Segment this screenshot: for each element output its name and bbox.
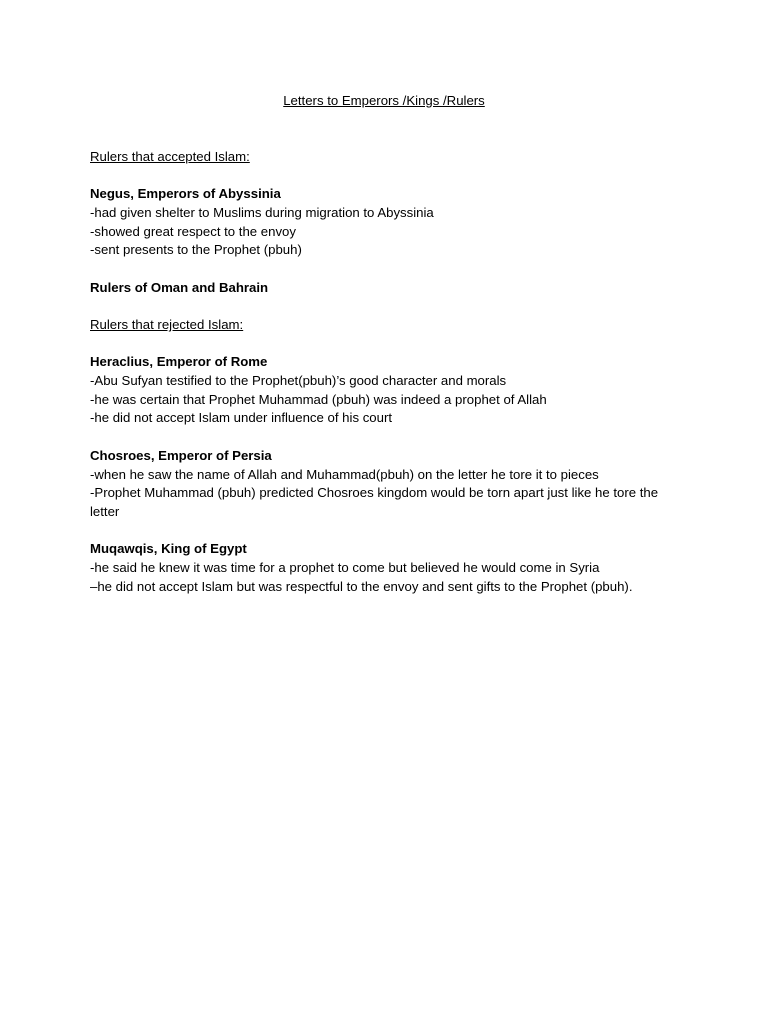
ruler-section-chosroes xyxy=(90,447,680,522)
ruler-note: -Prophet Muhammad (pbuh) predicted Chosroes kingdom would be torn apart just like he tore the letter xyxy=(90,485,659,519)
ruler-note: -showed great respect to the envoy xyxy=(90,223,296,239)
ruler-note: -had given shelter to Muslims during migration to Abyssinia xyxy=(90,204,434,220)
ruler-section-muqawqis xyxy=(90,540,680,596)
ruler-note: -he said he knew it was time for a prophet to come but believed he would come in Syria xyxy=(90,560,600,576)
ruler-note: -when he saw the name of Allah and Muhammad(pbuh) on the letter he tore it to pieces xyxy=(90,466,599,482)
spacer xyxy=(90,297,680,316)
ruler-name: Negus, Emperors of Abyssinia xyxy=(90,186,281,202)
ruler-note: –he did not accept Islam but was respectful to the envoy and sent gifts to the Prophet (pbuh). xyxy=(90,578,633,594)
ruler-section-heraclius xyxy=(90,353,680,428)
ruler-note: -sent presents to the Prophet (pbuh) xyxy=(90,242,302,258)
ruler-note: -he was certain that Prophet Muhammad (pbuh) was indeed a prophet of Allah xyxy=(90,391,547,407)
ruler-note: -Abu Sufyan testified to the Prophet(pbuh)’s good character and morals xyxy=(90,373,507,389)
ruler-name: Heraclius, Emperor of Rome xyxy=(90,354,268,370)
ruler-note: -he did not accept Islam under influence of his court xyxy=(90,410,393,426)
ruler-name: Chosroes, Emperor of Persia xyxy=(90,447,272,463)
spacer xyxy=(90,166,680,185)
document-page xyxy=(90,92,680,596)
spacer xyxy=(90,522,680,541)
accepted-heading: Rulers that accepted Islam: xyxy=(90,148,250,164)
rejected-heading: Rulers that rejected Islam: xyxy=(90,316,244,332)
ruler-section-oman-bahrain xyxy=(90,279,680,298)
document-title: Letters to Emperors /Kings /Rulers xyxy=(283,93,485,108)
spacer xyxy=(90,260,680,279)
spacer xyxy=(90,335,680,354)
ruler-name: Rulers of Oman and Bahrain xyxy=(90,279,269,295)
ruler-name: Muqawqis, King of Egypt xyxy=(90,541,247,557)
ruler-section-negus xyxy=(90,185,680,260)
spacer xyxy=(90,428,680,447)
